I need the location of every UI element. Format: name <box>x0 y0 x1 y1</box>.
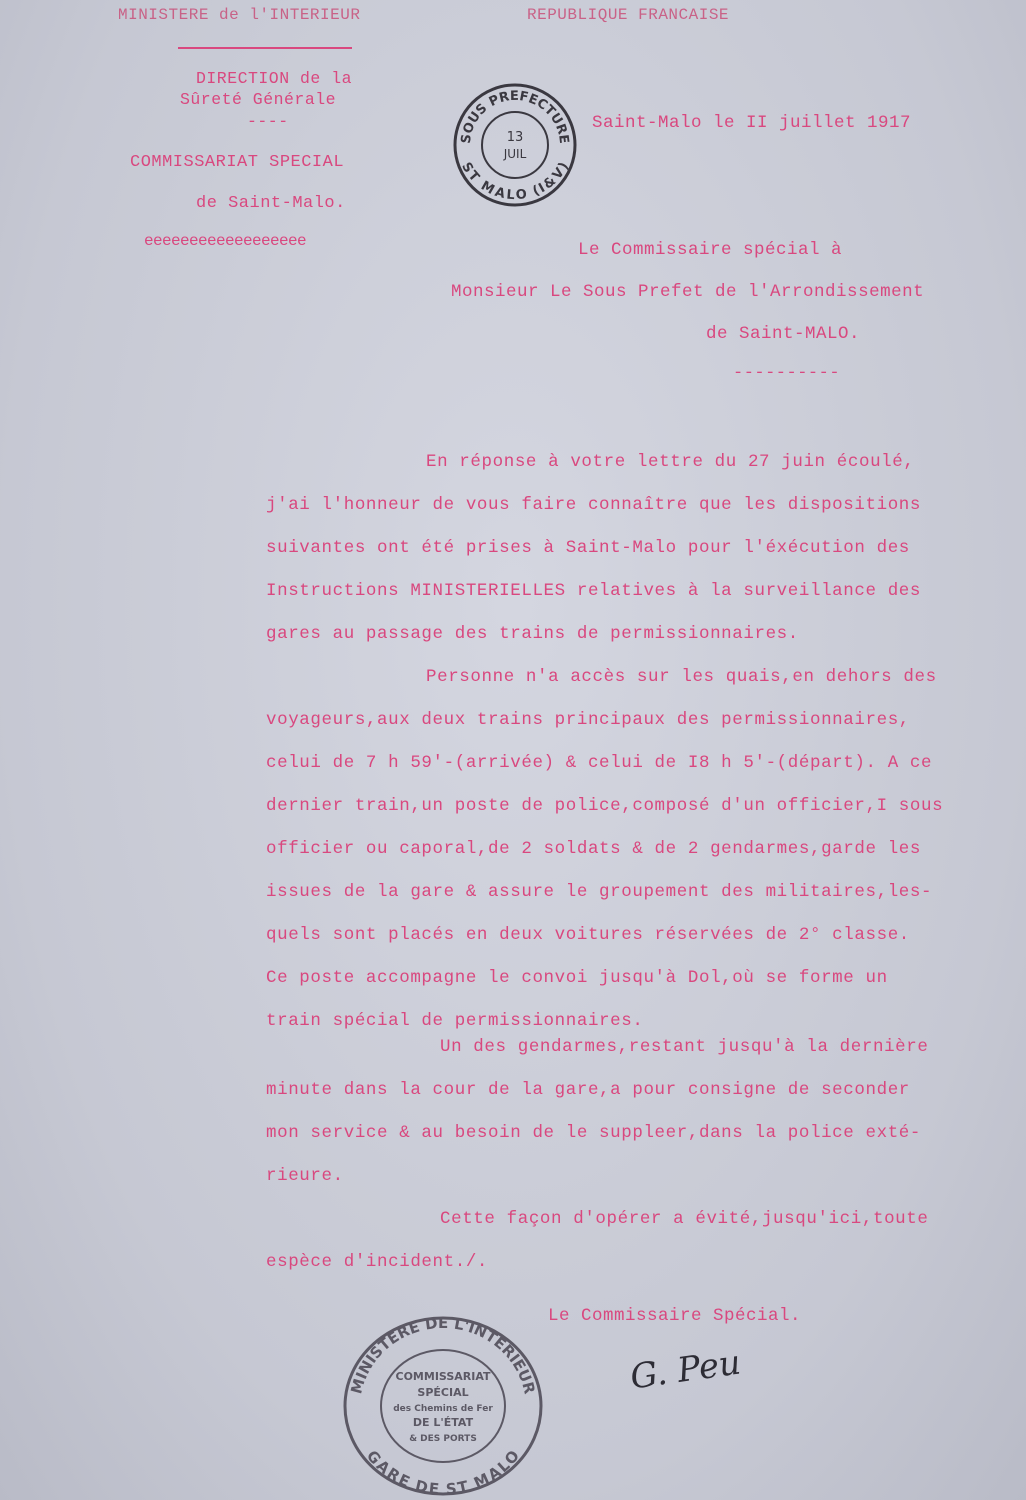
body-line: Un des gendarmes,restant jusqu'à la dernière <box>440 1037 929 1057</box>
republic-heading: REPUBLIQUE FRANCAISE <box>527 6 730 24</box>
stamp-bottom-center5: & DES PORTS <box>409 1434 477 1444</box>
body-line: dernier train,un poste de police,composé d'un officier,I sous <box>266 796 944 816</box>
direction-line1: DIRECTION de la <box>196 69 353 88</box>
body-line: quels sont placés en deux voitures réservées de 2° classe. <box>266 925 910 945</box>
body-line: mon service & au besoin de le suppleer,dans la police exté- <box>266 1123 922 1143</box>
header-rule <box>178 47 352 49</box>
stamp-bottom-ring-bottom: GARE DE ST MALO <box>362 1446 524 1498</box>
body-line: minute dans la cour de la gare,a pour consigne de seconder <box>266 1080 910 1100</box>
ministry-heading: MINISTERE de l'INTERIEUR <box>118 6 361 24</box>
body-line: Personne n'a accès sur les quais,en dehors des <box>426 667 937 687</box>
stamp-top-ring-top: SOUS PREFECTURE <box>458 88 572 145</box>
paragraph-2 <box>266 656 1006 1043</box>
sous-prefecture-stamp <box>450 80 580 210</box>
body-line: officier ou caporal,de 2 soldats & de 2 gendarmes,garde les <box>266 839 922 859</box>
header-ornament: eeeeeeeeeeeeeeeeee <box>144 232 307 250</box>
body-line: Ce poste accompagne le convoi jusqu'à Dol,où se forme un <box>266 968 888 988</box>
address-line3: de Saint-MALO. <box>706 324 861 344</box>
body-line: celui de 7 h 59'-(arrivée) & celui de I8 h 5'-(départ). A ce <box>266 753 933 773</box>
address-line2: Monsieur Le Sous Prefet de l'Arrondissement <box>451 282 925 302</box>
signature-title: Le Commissaire Spécial. <box>548 1306 802 1326</box>
stamp-top-day: 13 <box>506 130 524 145</box>
paragraph-3 <box>266 1026 1006 1198</box>
commissariat-stamp <box>338 1308 548 1498</box>
body-line: issues de la gare & assure le groupement des militaires,les- <box>266 882 933 902</box>
stamp-bottom-center4: DE L'ÉTAT <box>412 1416 474 1429</box>
body-line: train spécial de permissionnaires. <box>266 1011 644 1031</box>
body-line: Cette façon d'opérer a évité,jusqu'ici,toute <box>440 1209 929 1229</box>
body-line: En réponse à votre lettre du 27 juin écoulé, <box>426 452 915 472</box>
paragraph-4 <box>266 1198 1006 1284</box>
svg-text:MINISTERE DE L'INTERIEUR <box>347 1314 538 1396</box>
body-line: espèce d'incident./. <box>266 1252 489 1272</box>
body-line: voyageurs,aux deux trains principaux des permissionnaires, <box>266 710 910 730</box>
address-rule: ---------- <box>733 364 841 383</box>
place-date: Saint-Malo le II juillet 1917 <box>592 113 912 133</box>
commissariat-heading: COMMISSARIAT SPECIAL <box>130 153 345 172</box>
body-line: j'ai l'honneur de vous faire connaître que les dispositions <box>266 495 922 515</box>
header-dashes: ---- <box>247 112 289 131</box>
svg-text:ST MALO (I&V) <box>458 160 572 203</box>
stamp-bottom-ring-top: MINISTERE DE L'INTERIEUR <box>347 1313 539 1396</box>
svg-text:GARE DE ST MALO <box>363 1447 523 1498</box>
stamp-top-ring-bottom: ST MALO (I&V) <box>458 159 573 204</box>
direction-line2: Sûreté Générale <box>180 90 337 109</box>
body-line: Instructions MINISTERIELLES relatives à la surveillance des <box>266 581 922 601</box>
body-line: suivantes ont été prises à Saint-Malo pour l'éxécution des <box>266 538 910 558</box>
body-line: rieure. <box>266 1166 344 1186</box>
body-line: gares au passage des trains de permissionnaires. <box>266 624 799 644</box>
paragraph-1 <box>266 441 1006 656</box>
stamp-bottom-center1: COMMISSARIAT <box>395 1370 491 1383</box>
commissariat-place: de Saint-Malo. <box>196 194 346 213</box>
address-line1: Le Commissaire spécial à <box>578 240 843 260</box>
stamp-bottom-center3: des Chemins de Fer <box>393 1404 493 1414</box>
handwritten-signature: G. Peu <box>627 1342 744 1398</box>
stamp-top-month: JUIL <box>503 147 527 161</box>
stamp-bottom-center2: SPÉCIAL <box>417 1386 469 1399</box>
